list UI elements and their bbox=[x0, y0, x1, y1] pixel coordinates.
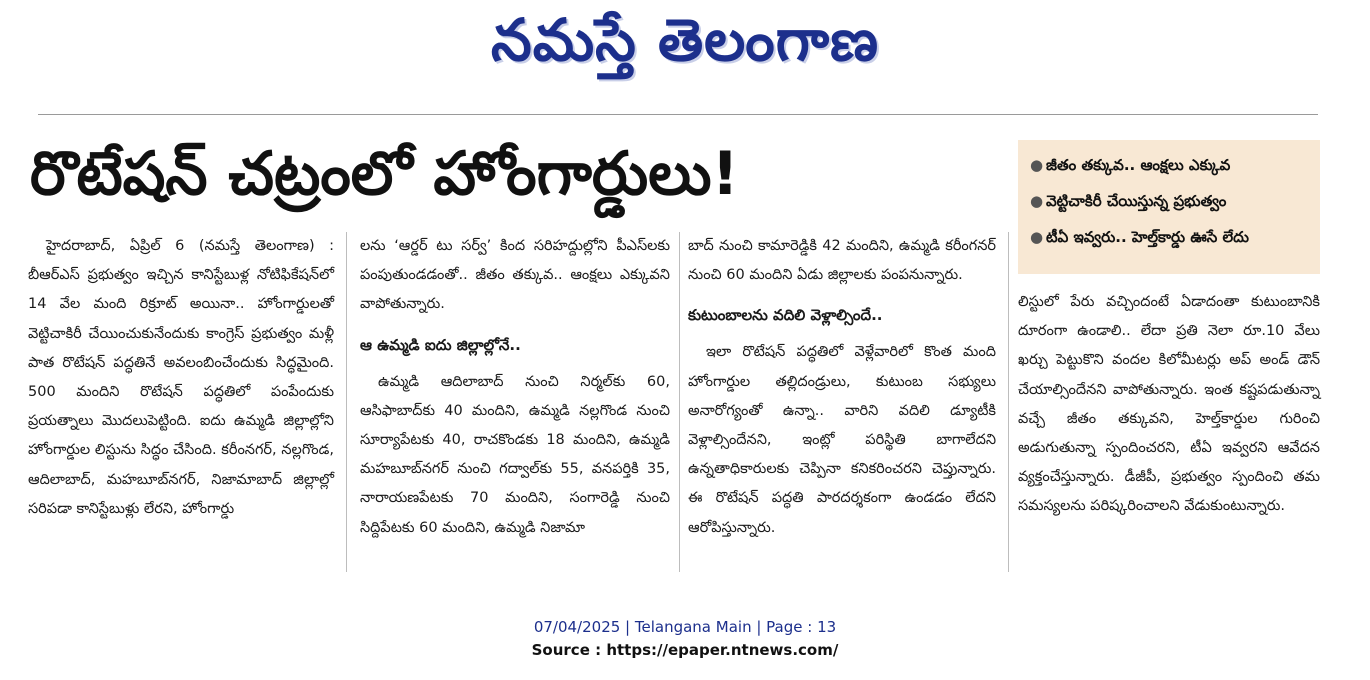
bullet-icon: ● bbox=[1030, 156, 1044, 174]
article-column-2 bbox=[360, 232, 670, 584]
article-column-3 bbox=[688, 232, 996, 584]
body-paragraph: ఇలా రొటేషన్ పద్ధతిలో వెళ్లేవారిలో కొంత మంది హోంగార్డుల తల్లిదండ్రులు, కుటుంబ సభ్యులు అనారోగ్యంతో ఉన్నా.. వారిని వదిలి డ్యూటీకి వెళ్లాల్సిందేనని, ఇంట్లో పరిస్థితి బాగాలేదని ఉన్నతాధికారులకు చెప్పినా కనికరించరని చెప్తున్నారు. ఈ రొటేషన్ పద్ధతి పారదర్శకంగా ఉండడం లేదని ఆరోపిస్తున్నారు. bbox=[688, 344, 996, 536]
column-divider bbox=[679, 232, 680, 572]
section-subhead: ఆ ఉమ్మడి ఐదు జిల్లాల్లోనే.. bbox=[360, 335, 521, 354]
highlight-item bbox=[1028, 226, 1312, 262]
highlights-box bbox=[1018, 140, 1320, 274]
article-headline: రొటేషన్ చట్రంలో హోంగార్డులు! bbox=[30, 139, 739, 209]
article-column-1 bbox=[28, 232, 334, 584]
body-paragraph: లను ‘ఆర్డర్ టు సర్వ్’ కింద సరిహద్దుల్లోని పీఎస్‌లకు పంపుతుండడంతో.. జీతం తక్కువ.. ఆంక్షలు ఎక్కువని వాపోతున్నారు. bbox=[360, 238, 670, 313]
section-subhead: కుటుంబాలను వదిలి వెళ్లాల్సిందే.. bbox=[688, 306, 883, 325]
body-paragraph: బాద్ నుంచి కామారెడ్డికి 42 మందిని, ఉమ్మడి కరీంగనర్ నుంచి 60 మందిని ఏడు జిల్లాలకు పంపనున్నారు. bbox=[688, 238, 996, 284]
masthead-divider bbox=[38, 114, 1318, 115]
column-divider bbox=[1008, 232, 1009, 572]
newspaper-masthead: నమస్తే తెలంగాణ bbox=[491, 6, 879, 74]
bullet-icon: ● bbox=[1030, 192, 1044, 210]
highlight-text: టీఏ ఇవ్వరు.. హెల్త్‌కార్డు ఊసే లేదు bbox=[1046, 228, 1249, 246]
column-divider bbox=[346, 232, 347, 572]
body-paragraph: హైదరాబాద్, ఏప్రిల్ 6 (నమస్తే తెలంగాణ) : బీఆర్ఎస్ ప్రభుత్వం ఇచ్చిన కానిస్టేబుళ్ల నోటిఫికేషన్‌లో 14 వేల మంది రిక్రూట్ అయినా.. హోంగార్డులతో వెట్టిచాకిరీ చేయించుకునేందుకు కాంగ్రెస్ ప్రభుత్వం మళ్లీ పాత రొటేషన్ పద్ధతినే అవలంబించేందుకు సిద్ధమైంది. 500 మందిని రొటేషన్ పద్ధతిలో పంపేందుకు ప్రయత్నాలు మొదలుపెట్టింది. ఐదు ఉమ్మడి జిల్లాల్లోని హోంగార్డుల లిస్టును సిద్ధం చేసింది. కరీంనగర్, నల్లగొండ, ఆదిలాబాద్, మహబూబ్‌నగర్, నిజామాబాద్ జిల్లాల్లో సరిపడా కానిస్టేబుళ్లు లేరని, హోంగార్డు bbox=[28, 238, 334, 517]
body-paragraph: ఉమ్మడి ఆదిలాబాద్ నుంచి నిర్మల్‌కు 60, ఆసిఫాబాద్‌కు 40 మందిని, ఉమ్మడి నల్లగొండ నుంచి సూర్యాపేటకు 40, రాచకొండకు 18 మందిని, ఉమ్మడి మహబూబ్‌నగర్ నుంచి గద్వాల్‌కు 55, వనపర్తికి 35, నారాయణపేటకు 70 మందిని, సంగారెడ్డి నుంచి సిద్దిపేటకు 60 మందిని, ఉమ్మడి నిజామా bbox=[360, 373, 670, 536]
highlight-text: వెట్టిచాకిరీ చేయిస్తున్న ప్రభుత్వం bbox=[1046, 192, 1227, 210]
bullet-icon: ● bbox=[1030, 228, 1044, 246]
footer-edition-info: 07/04/2025 | Telangana Main | Page : 13 bbox=[533, 618, 837, 636]
footer-source-link[interactable]: Source : https://epaper.ntnews.com/ bbox=[531, 641, 839, 659]
article-column-4 bbox=[1018, 288, 1320, 578]
highlight-text: జీతం తక్కువ.. ఆంక్షలు ఎక్కువ bbox=[1046, 156, 1231, 174]
highlight-item bbox=[1028, 154, 1312, 190]
highlight-item bbox=[1028, 190, 1312, 226]
body-paragraph: లిస్టులో పేరు వచ్చిందంటే ఏడాదంతా కుటుంబానికి దూరంగా ఉండాలి.. లేదా ప్రతి నెలా రూ.10 వేలు ఖర్చు పెట్టుకొని వందల కిలోమీటర్లు అప్ అండ్ డౌన్ చేయాల్సిందేనని వాపోతున్నారు. ఇంత కష్టపడుతున్నా వచ్చే జీతం తక్కువని, హెల్త్‌కార్డుల గురించి అడుగుతున్నా స్పందించరని, టీఏ ఇవ్వరని ఆవేదన వ్యక్తంచేస్తున్నారు. డీజీపీ, ప్రభుత్వం స్పందించి తమ సమస్యలను పరిష్కరించాలని వేడుకుంటున్నారు. bbox=[1018, 294, 1320, 515]
